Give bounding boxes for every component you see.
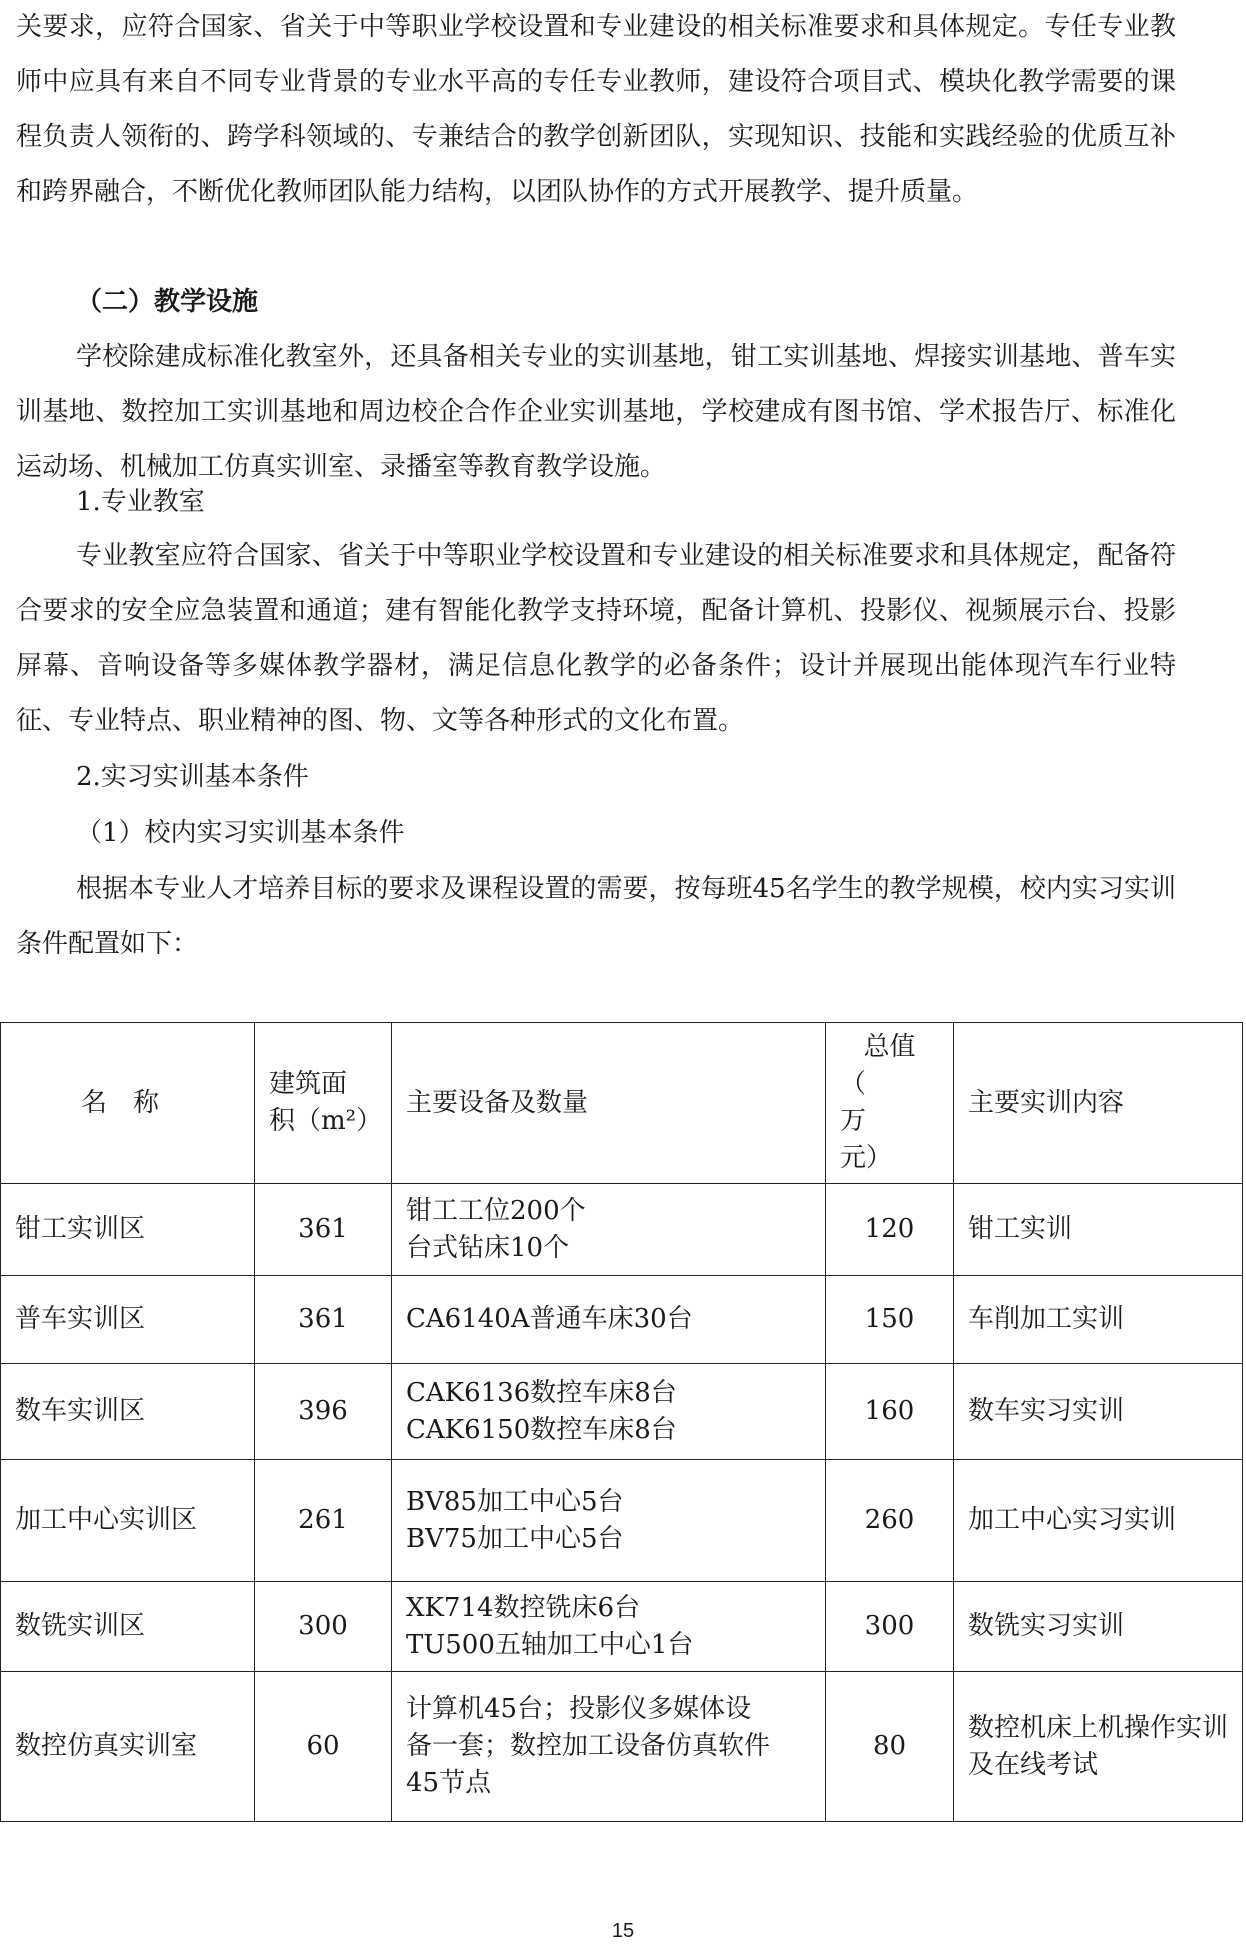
cell-value: 80 [826, 1672, 954, 1822]
table-row [1, 1184, 1243, 1276]
cell-name: 普车实训区 [1, 1276, 255, 1364]
equipment-line: CA6140A普通车床30台 [406, 1304, 693, 1334]
cell-equipment [392, 1582, 826, 1672]
cell-equipment [392, 1184, 826, 1276]
page-number: 15 [611, 1920, 635, 1942]
subheading-classroom: 1.专业教室 [76, 487, 205, 517]
equipment-line: BV75加工中心5台 [406, 1523, 624, 1554]
table-row [1, 1460, 1243, 1582]
cell-area: 396 [255, 1364, 392, 1460]
cell-equipment [392, 1672, 826, 1822]
cell-value: 120 [826, 1184, 954, 1276]
cell-area: 60 [255, 1672, 392, 1822]
body-paragraph-classroom: 专业教室应符合国家、省关于中等职业学校设置和专业建设的相关标准要求和具体规定，配备符合要求的安全应急装置和通道；建有智能化教学支持环境，配备计算机、投影仪、视频展示台、投影屏幕、音响设备等多媒体教学器材，满足信息化教学的必备条件；设计并展现出能体现汽车行业特征、专业特点、职业精神的图、物、文等各种形式的文化布置。 [16, 541, 1176, 736]
cell-equipment [392, 1364, 826, 1460]
equipment-line: CAK6150数控车床8台 [406, 1414, 677, 1445]
equipment-line: XK714数控铣床6台 [406, 1592, 641, 1623]
body-paragraph-teachers: 关要求，应符合国家、省关于中等职业学校设置和专业建设的相关标准要求和具体规定。专任专业教师中应具有来自不同专业背景的专业水平高的专任专业教师，建设符合项目式、模块化教学需要的课程负责人领衔的、跨学科领域的、专兼结合的教学创新团队，实现知识、技能和实践经验的优质互补和跨界融合，不断优化教师团队能力结构，以团队协作的方式开展教学、提升质量。 [16, 12, 1176, 207]
cell-name: 数控仿真实训室 [1, 1672, 255, 1822]
cell-area: 300 [255, 1582, 392, 1672]
body-paragraph-table-intro: 根据本专业人才培养目标的要求及课程设置的需要，按每班45名学生的教学规模，校内实习实训条件配置如下： [16, 874, 1176, 959]
table-row [1, 1364, 1243, 1460]
cell-content: 数车实习实训 [954, 1364, 1243, 1460]
cell-value: 300 [826, 1582, 954, 1672]
subheading-campus-training: （1）校内实习实训基本条件 [76, 818, 405, 848]
equipment-line: 台式钻床10个 [406, 1232, 570, 1263]
table-row [1, 1672, 1243, 1822]
cell-name: 数铣实训区 [1, 1582, 255, 1672]
cell-content: 数控机床上机操作实训及在线考试 [954, 1672, 1243, 1822]
cell-name: 加工中心实训区 [1, 1460, 255, 1582]
header-area [255, 1023, 392, 1184]
table-header-row [1, 1023, 1243, 1184]
equipment-line: 计算机45台；投影仪多媒体设 [406, 1694, 752, 1724]
header-area-line1: 建筑面 [269, 1069, 348, 1099]
header-value [826, 1023, 954, 1184]
table-row [1, 1276, 1243, 1364]
header-value-line3: 元） [840, 1143, 893, 1173]
cell-value: 260 [826, 1460, 954, 1582]
equipment-line: 钳工工位200个 [406, 1195, 586, 1226]
equipment-line: CAK6136数控车床8台 [406, 1377, 677, 1408]
equipment-line: BV85加工中心5台 [406, 1486, 624, 1517]
cell-content: 数铣实习实训 [954, 1582, 1243, 1672]
cell-value: 150 [826, 1276, 954, 1364]
equipment-line: 45节点 [406, 1768, 492, 1798]
header-name: 名 称 [1, 1023, 255, 1184]
cell-equipment [392, 1460, 826, 1582]
cell-equipment [392, 1276, 826, 1364]
header-content: 主要实训内容 [954, 1023, 1243, 1184]
header-equipment: 主要设备及数量 [392, 1023, 826, 1184]
header-area-line2: 积（m²） [269, 1106, 383, 1136]
cell-name: 钳工实训区 [1, 1184, 255, 1276]
cell-content: 车削加工实训 [954, 1276, 1243, 1364]
table-row [1, 1582, 1243, 1672]
header-value-line1: 总值 [863, 1032, 916, 1062]
cell-area: 361 [255, 1276, 392, 1364]
cell-value: 160 [826, 1364, 954, 1460]
section-heading-facilities: （二）教学设施 [76, 287, 259, 317]
cell-content: 加工中心实习实训 [954, 1460, 1243, 1582]
equipment-line: 备一套；数控加工设备仿真软件 [406, 1731, 771, 1761]
cell-content: 钳工实训 [954, 1184, 1243, 1276]
body-paragraph-facilities: 学校除建成标准化教室外，还具备相关专业的实训基地，钳工实训基地、焊接实训基地、普车实训基地、数控加工实训基地和周边校企合作企业实训基地，学校建成有图书馆、学术报告厅、标准化运动场、机械加工仿真实训室、录播室等教育教学设施。 [16, 342, 1176, 482]
subheading-training: 2.实习实训基本条件 [76, 762, 309, 792]
equipment-line: TU500五轴加工中心1台 [406, 1629, 694, 1660]
header-value-line2: （ 万 [840, 1069, 919, 1136]
training-facilities-table [0, 1022, 1243, 1822]
cell-name: 数车实训区 [1, 1364, 255, 1460]
cell-area: 261 [255, 1460, 392, 1582]
cell-area: 361 [255, 1184, 392, 1276]
